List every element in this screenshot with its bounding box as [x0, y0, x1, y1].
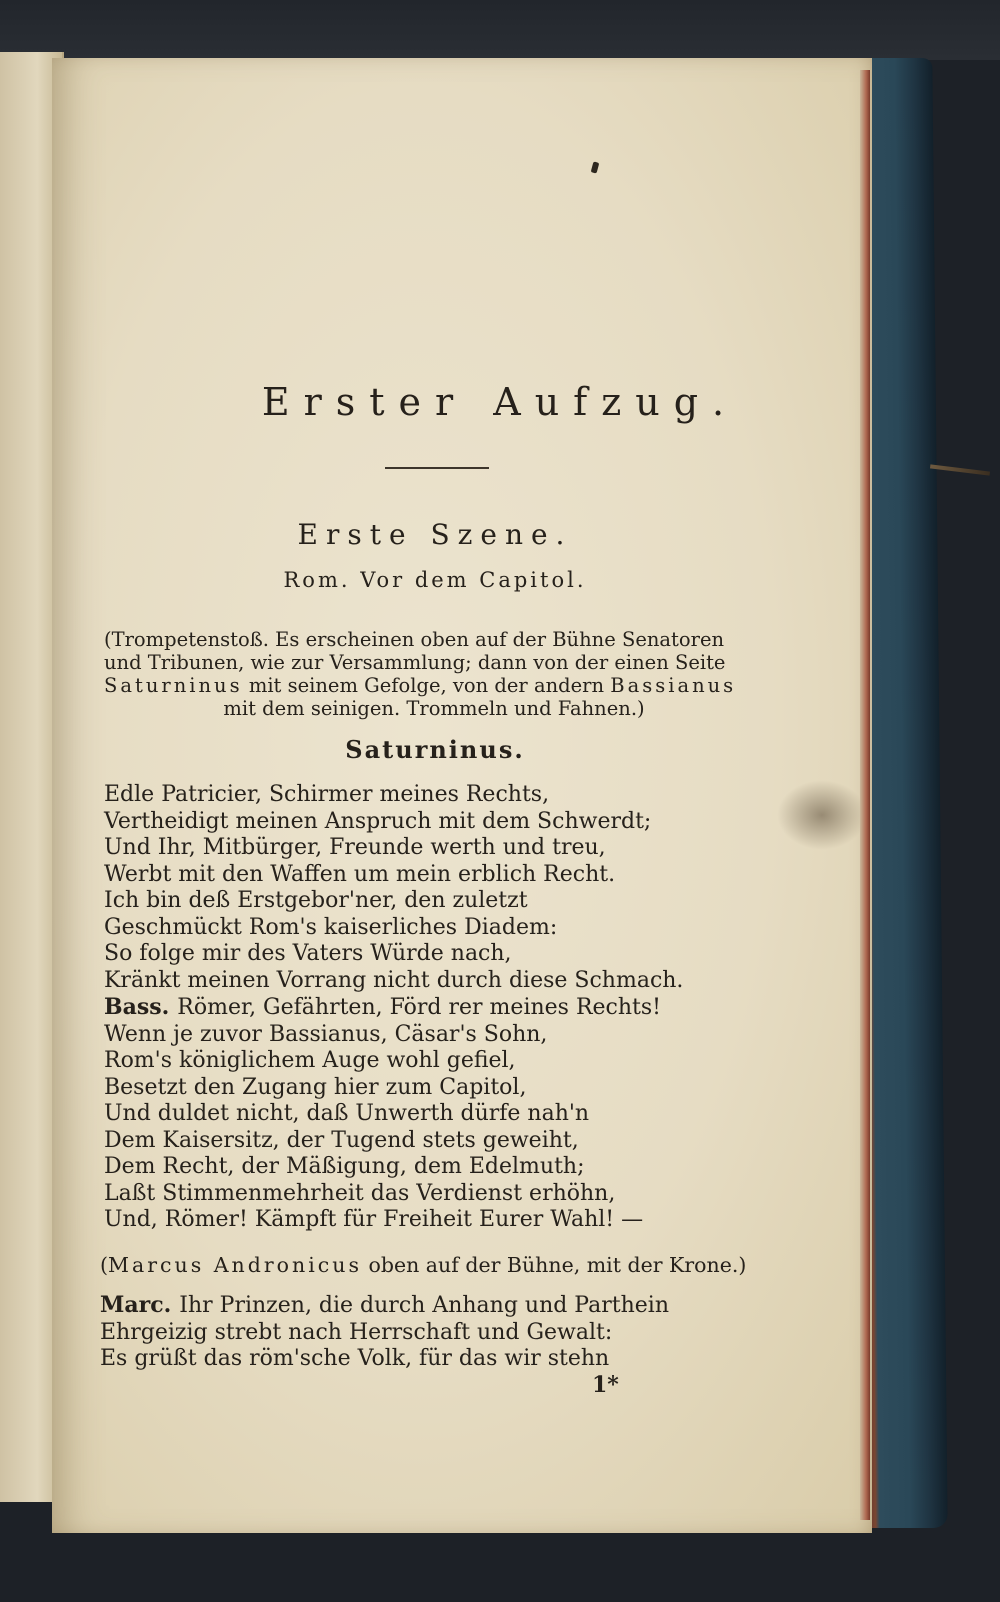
verse-line: Es grüßt das röm'sche Volk, für das wir stehn	[100, 1346, 610, 1371]
verse-line: Besetzt den Zugang hier zum Capitol,	[104, 1074, 527, 1100]
stage-direction-line: mit dem seinigen. Trommeln und Fahnen.)	[223, 697, 645, 720]
speaker-tag: Bass.	[104, 994, 170, 1020]
stray-fiber	[930, 464, 990, 475]
verse-text: Ihr Prinzen, die durch Anhang und Parthein	[179, 1293, 669, 1318]
verse-line: So folge mir des Vaters Würde nach,	[104, 941, 512, 966]
character-name: Bassianus	[610, 674, 737, 697]
signature-mark: 1*	[592, 1372, 619, 1398]
verse-line: Dem Kaisersitz, der Tugend stets geweiht,	[104, 1127, 579, 1153]
character-name: Marcus Andronicus	[108, 1253, 362, 1277]
verse-line: Rom's königlichem Auge wohl gefiel,	[104, 1048, 516, 1073]
stage-direction-text: mit seinem Gefolge, von der andern	[242, 674, 611, 697]
stage-direction-text: oben auf der Bühne, mit der Krone.)	[361, 1253, 747, 1277]
verse-line: Ich bin deß Erstgebor'ner, den zuletzt	[104, 888, 528, 913]
stage-direction-line	[104, 674, 764, 697]
page-red-edge	[860, 70, 870, 1520]
scene-location: Rom. Vor dem Capitol.	[283, 568, 587, 592]
character-name: Saturninus	[104, 674, 243, 697]
backdrop	[0, 0, 1000, 60]
verse-line: Und Ihr, Mitbürger, Freunde werth und treu,	[104, 835, 606, 860]
divider-rule	[385, 467, 489, 469]
verse-block-2	[100, 1292, 780, 1373]
verse-line: Vertheidigt meinen Anspruch mit dem Schwerdt;	[104, 808, 652, 834]
stage-direction	[104, 628, 764, 720]
scene-title: Erste Szene.	[297, 518, 573, 551]
stage-direction-2	[100, 1253, 780, 1277]
verse-line: Wenn je zuvor Bassianus, Cäsar's Sohn,	[104, 1021, 548, 1047]
verse-line: Edle Patricier, Schirmer meines Rechts,	[104, 782, 550, 807]
speaker-heading: Saturninus.	[345, 735, 525, 764]
page-stain	[777, 780, 867, 850]
verse-line: Laßt Stimmenmehrheit das Verdienst erhöhn,	[104, 1180, 616, 1206]
verse-line: Und, Römer! Kämpft für Freiheit Eurer Wahl! —	[104, 1207, 644, 1232]
verse-line	[104, 994, 754, 1022]
stage-direction-line: und Tribunen, wie zur Versammlung; dann von der einen Seite	[104, 651, 726, 674]
verse-line: Geschmückt Rom's kaiserliches Diadem:	[104, 914, 558, 940]
verse-line: Werbt mit den Waffen um mein erblich Recht.	[104, 861, 616, 887]
stage-direction-line: (Trompetenstoß. Es erscheinen oben auf der Bühne Senatoren	[104, 628, 725, 651]
verse-line	[100, 1292, 780, 1320]
verse-text: Römer, Gefährten, Förd rer meines Rechts!	[177, 995, 661, 1020]
act-title: Erster Aufzug.	[261, 380, 739, 424]
verse-block	[104, 782, 754, 1234]
verse-line: Ehrgeizig strebt nach Herrschaft und Gewalt:	[100, 1319, 613, 1345]
paren: (	[100, 1253, 108, 1277]
verse-line: Dem Recht, der Mäßigung, dem Edelmuth;	[104, 1154, 585, 1179]
verse-line: Und duldet nicht, daß Unwerth dürfe nah'n	[104, 1101, 590, 1126]
speaker-tag: Marc.	[100, 1292, 172, 1318]
verse-line: Kränkt meinen Vorrang nicht durch diese Schmach.	[104, 967, 684, 993]
